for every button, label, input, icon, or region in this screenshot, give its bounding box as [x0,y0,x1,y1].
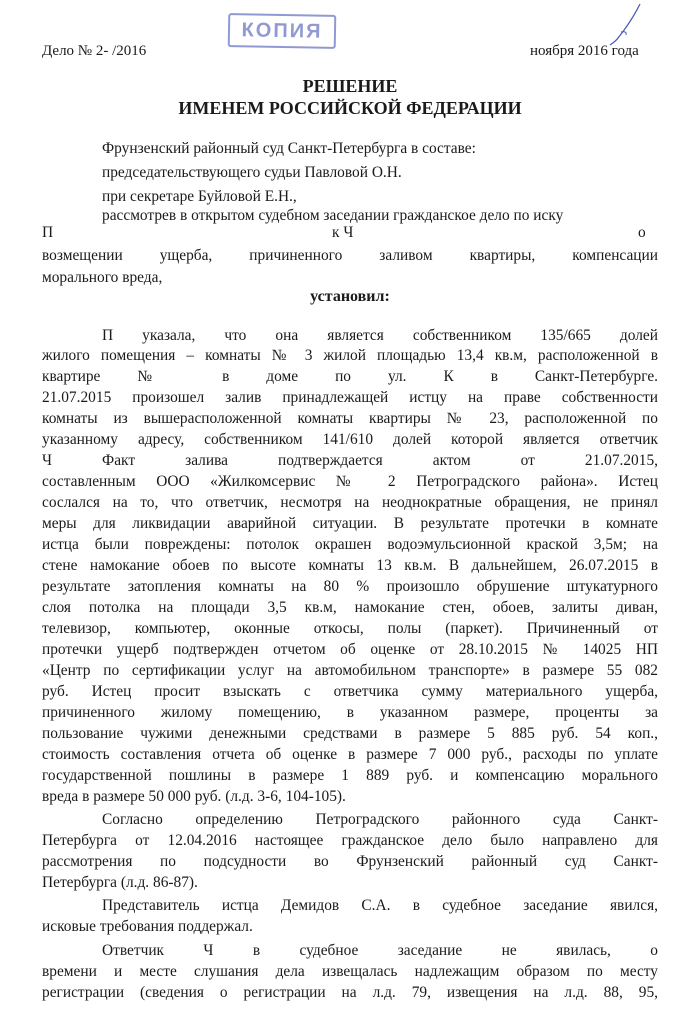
case-consideration: рассмотрев в открытом судебном заседании гражданское дело по иску [102,207,564,224]
paragraph-line: комнаты из вышерасположенной комнаты квартиры № 23, расположенной по [42,410,658,427]
case-number: Дело № 2- /2016 [42,43,147,59]
paragraph-line: государственной пошлины в размере 1 889 руб. и компенсацию морального [42,767,658,784]
paragraph-line: протечки ущерб подтвержден отчетом об оценке от 28.10.2015 № 14025 НП [42,641,658,658]
court-composition: Фрунзенский районный суд Санкт-Петербурга в составе: [102,140,476,157]
paragraph-line: результате затопления комнаты на 80 % произошло обрушение штукатурного [42,578,658,595]
paragraph-line: Петербурга (л.д. 86-87). [42,874,198,891]
paragraph-line: П указала, что она является собственником 135/665 долей [102,327,658,344]
paragraph-line: сослался на то, что ответчик, несмотря на неоднократные обращения, не принял [42,494,658,511]
paragraph-line: пользование чужими денежными средствами в размере 5 885 руб. 54 коп., [42,725,658,742]
paragraph-line: Согласно определению Петроградского районного суда Санкт- [102,811,658,828]
signature-mark [604,2,644,50]
paragraph-line: меры для ликвидации аварийной ситуации. В результате протечки в комнате [42,515,658,532]
claim-description-end: морального вреда, [42,269,163,286]
paragraph-line: Представитель истца Демидов С.А. в судебное заседание явился, [102,897,658,914]
claim-description: возмещении ущерба, причиненного заливом квартиры, компенсации [42,247,658,264]
paragraph-line: Ответчик Ч в судебное заседание не явилась, о [102,942,658,959]
parties-line-end: о [638,224,646,241]
paragraph-line: стене намокание обоев по высоте комнаты 13 кв.м. В дальнейшем, 26.07.2015 в [42,557,658,574]
paragraph-line: составленным ООО «Жилкомсервис № 2 Петроградского района». Истец [42,473,658,490]
defendant-initial: к Ч [332,224,354,241]
presiding-judge: председательствующего судьи Павловой О.Н. [102,164,402,181]
paragraph-line: руб. Истец просит взыскать с ответчика сумму материального ущерба, [42,683,658,700]
paragraph-line: жилого помещения – комнаты № 3 жилой площадью 13,4 кв.м, расположенной в [42,347,658,364]
copy-stamp: КОПИЯ [228,13,337,49]
paragraph-line: причиненного жилому помещению, в указанном размере, проценты за [42,704,658,721]
paragraph-line: слоя потолка на площади 3,5 кв.м, намокание стен, обоев, залиты диван, [42,599,658,616]
decision-date: ноября 2016 года [530,43,639,59]
paragraph-line: указанному адресу, собственником 141/610 долей которой является ответчик [42,431,658,448]
paragraph-line: Петербурга от 12.04.2016 настоящее гражданское дело было направлено для [42,832,658,849]
paragraph-line: «Центр по сертификации услуг на автомобильном транспорте» в размере 55 082 [42,662,658,679]
paragraph-line: квартире № в доме по ул. К в Санкт-Петербурге. [42,368,658,385]
paragraph-line: времени и месте слушания дела извещалась надлежащим образом по месту [42,963,658,980]
paragraph-line: истца были повреждены: потолок окрашен водоэмульсионной краской 3,5м; на [42,536,658,553]
court-secretary: при секретаре Буйловой Е.Н., [102,188,297,205]
established-heading: установил: [310,288,390,305]
document-title: РЕШЕНИЕ [302,76,398,96]
paragraph-line: стоимость составления отчета об оценке в размере 7 000 руб., расходы по уплате [42,746,658,763]
paragraph-line: Ч Факт залива подтверждается актом от 21.07.2015, [42,452,658,469]
paragraph-line: рассмотрения по подсудности во Фрунзенский районный суд Санкт- [42,853,658,870]
paragraph-line: 21.07.2015 произошел залив принадлежащей истцу на праве собственности [42,389,658,406]
plaintiff-initial: П [42,224,54,241]
document-subtitle: ИМЕНЕМ РОССИЙСКОЙ ФЕДЕРАЦИИ [178,98,522,118]
paragraph-line: исковые требования поддержал. [42,918,253,935]
paragraph-line: телевизор, компьютер, оконные откосы, полы (паркет). Причиненный от [42,620,658,637]
paragraph-line: регистрации (сведения о регистрации на л.д. 79, извещения на л.д. 88, 95, [42,984,658,1001]
paragraph-line: вреда в размере 50 000 руб. (л.д. 3-6, 104-105). [42,788,346,805]
